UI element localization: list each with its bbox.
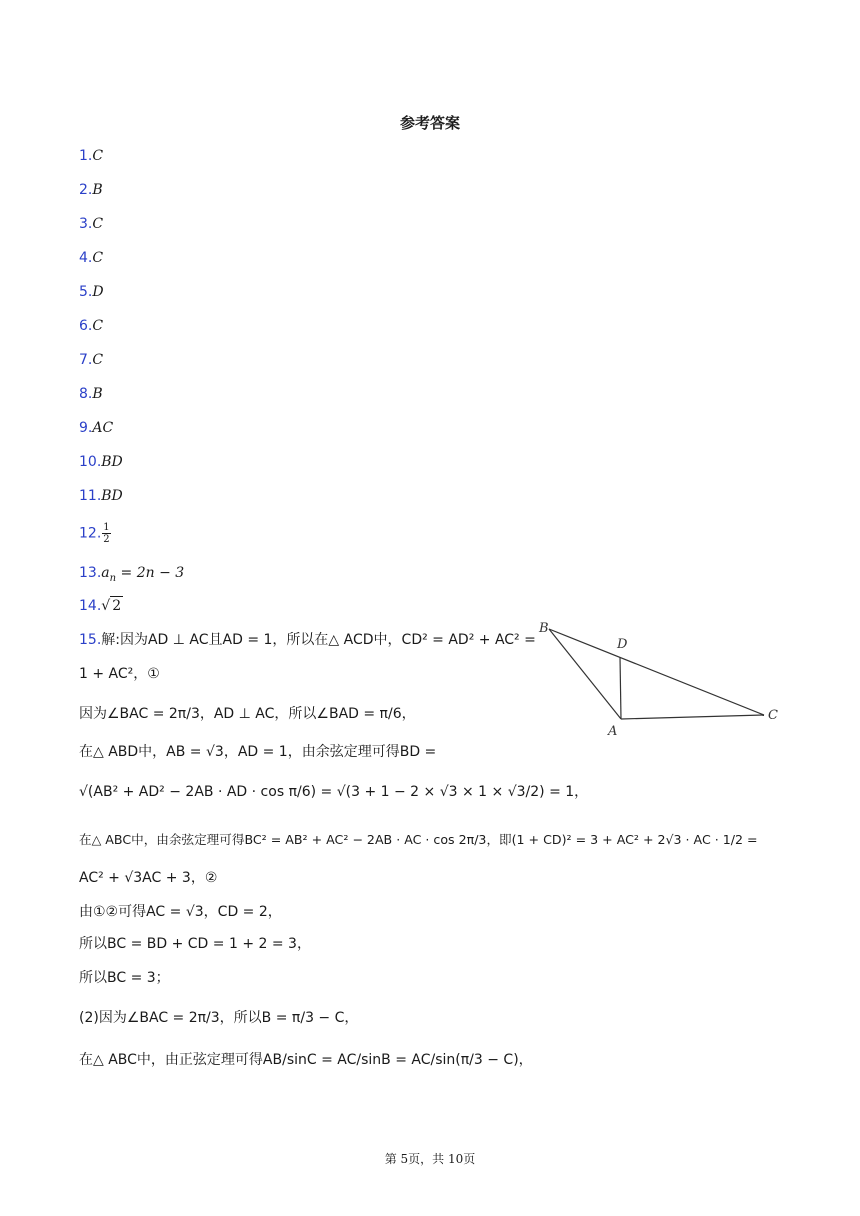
triangle-figure (535, 615, 785, 740)
solution-line-3: 因为∠BAC = 2π/3，AD ⊥ AC，所以∠BAD = π/6， (79, 706, 416, 722)
solution-line-2: 1 + AC²，① (79, 666, 160, 682)
segment-ba (549, 629, 621, 719)
solution-line-5: √(AB² + AD² − 2AB · AD · cos π/6) = √(3 + 1 − 2 × √3 × 1 × √3/2) = 1， (79, 784, 589, 800)
answer-item (79, 418, 113, 438)
answer-value: AC (92, 420, 114, 436)
answer-item-13: $13.a_n = 2n - 3$ (79, 565, 185, 584)
answer-item (79, 452, 123, 472)
answer-value: C (92, 148, 104, 164)
answer-number: 1. (79, 148, 93, 164)
solution-line-4: 在△ ABD中，AB = √3，AD = 1，由余弦定理可得BD = (79, 744, 437, 760)
answer-number: 10. (79, 454, 102, 470)
solution-line-8: 由①②可得AC = √3，CD = 2， (79, 904, 282, 920)
answer-item-12 (79, 522, 112, 545)
solution-line-9: 所以BC = BD + CD = 1 + 2 = 3， (79, 936, 311, 952)
page-title: 参考答案 (399, 114, 460, 132)
answer-number: 6. (79, 318, 93, 334)
label-b: B (539, 621, 549, 636)
answer-number: 5. (79, 284, 93, 300)
answer-item (79, 316, 103, 336)
answer-value: B (92, 182, 103, 198)
answer-number: 13. (79, 565, 102, 581)
answer-item (79, 384, 103, 404)
answer-item (79, 180, 103, 200)
segment-ad (620, 657, 621, 719)
fraction: $\frac{1}{2}$ (103, 522, 110, 545)
segment-ac (621, 715, 764, 719)
solution-line-10: 所以BC = 3； (79, 970, 170, 986)
answer-number: 11. (79, 488, 102, 504)
answer-number: 15. (79, 632, 102, 648)
answer-value: C (92, 250, 104, 266)
solution-line-6: 在△ ABC中，由余弦定理可得BC² = AB² + AC² − 2AB · AC · cos 2π/3，即(1 + CD)² = 3 + AC² + 2√3 · AC · 1/2 = (79, 832, 758, 847)
answer-number: 4. (79, 250, 93, 266)
answer-item (79, 214, 103, 234)
answer-value: D (92, 284, 104, 300)
page-footer: 第 5页，共 10页 (384, 1152, 476, 1166)
answer-value: C (92, 318, 104, 334)
answer-item (79, 146, 103, 166)
answer-number: 12. (79, 525, 102, 542)
answer-item (79, 282, 104, 302)
answer-value: B (92, 386, 103, 402)
sqrt-value: 2 (112, 598, 122, 614)
answer-number: 3. (79, 216, 93, 232)
answer-number: 2. (79, 182, 93, 198)
answer-number: 14. (79, 598, 102, 614)
answer-number: 8. (79, 386, 93, 402)
answer-number: 7. (79, 352, 93, 368)
answer-item (79, 248, 103, 268)
segment-bc (549, 629, 764, 715)
answer-item (79, 350, 103, 370)
label-a: A (608, 724, 618, 739)
label-d: D (617, 637, 628, 652)
answer-value: BD (101, 454, 123, 470)
answer-value: C (92, 352, 104, 368)
answer-value: C (92, 216, 104, 232)
answer-item-14: 14.√ 2 (79, 598, 122, 614)
answer-value: BD (101, 488, 123, 504)
answer-number: 9. (79, 420, 93, 436)
label-c: C (768, 708, 778, 723)
solution-line-12: 在△ ABC中，由正弦定理可得AB/sinC = AC/sinB = AC/sin(π/3 − C)， (79, 1052, 533, 1068)
solution-line-1: 15.解:因为AD ⊥ AC且AD = 1，所以在△ ACD中，CD² = AD² + AC² = (79, 632, 536, 648)
solution-line-11: (2)因为∠BAC = 2π/3，所以B = π/3 − C， (79, 1010, 359, 1026)
answer-item (79, 486, 123, 506)
solution-line-7: AC² + √3AC + 3，② (79, 870, 218, 886)
